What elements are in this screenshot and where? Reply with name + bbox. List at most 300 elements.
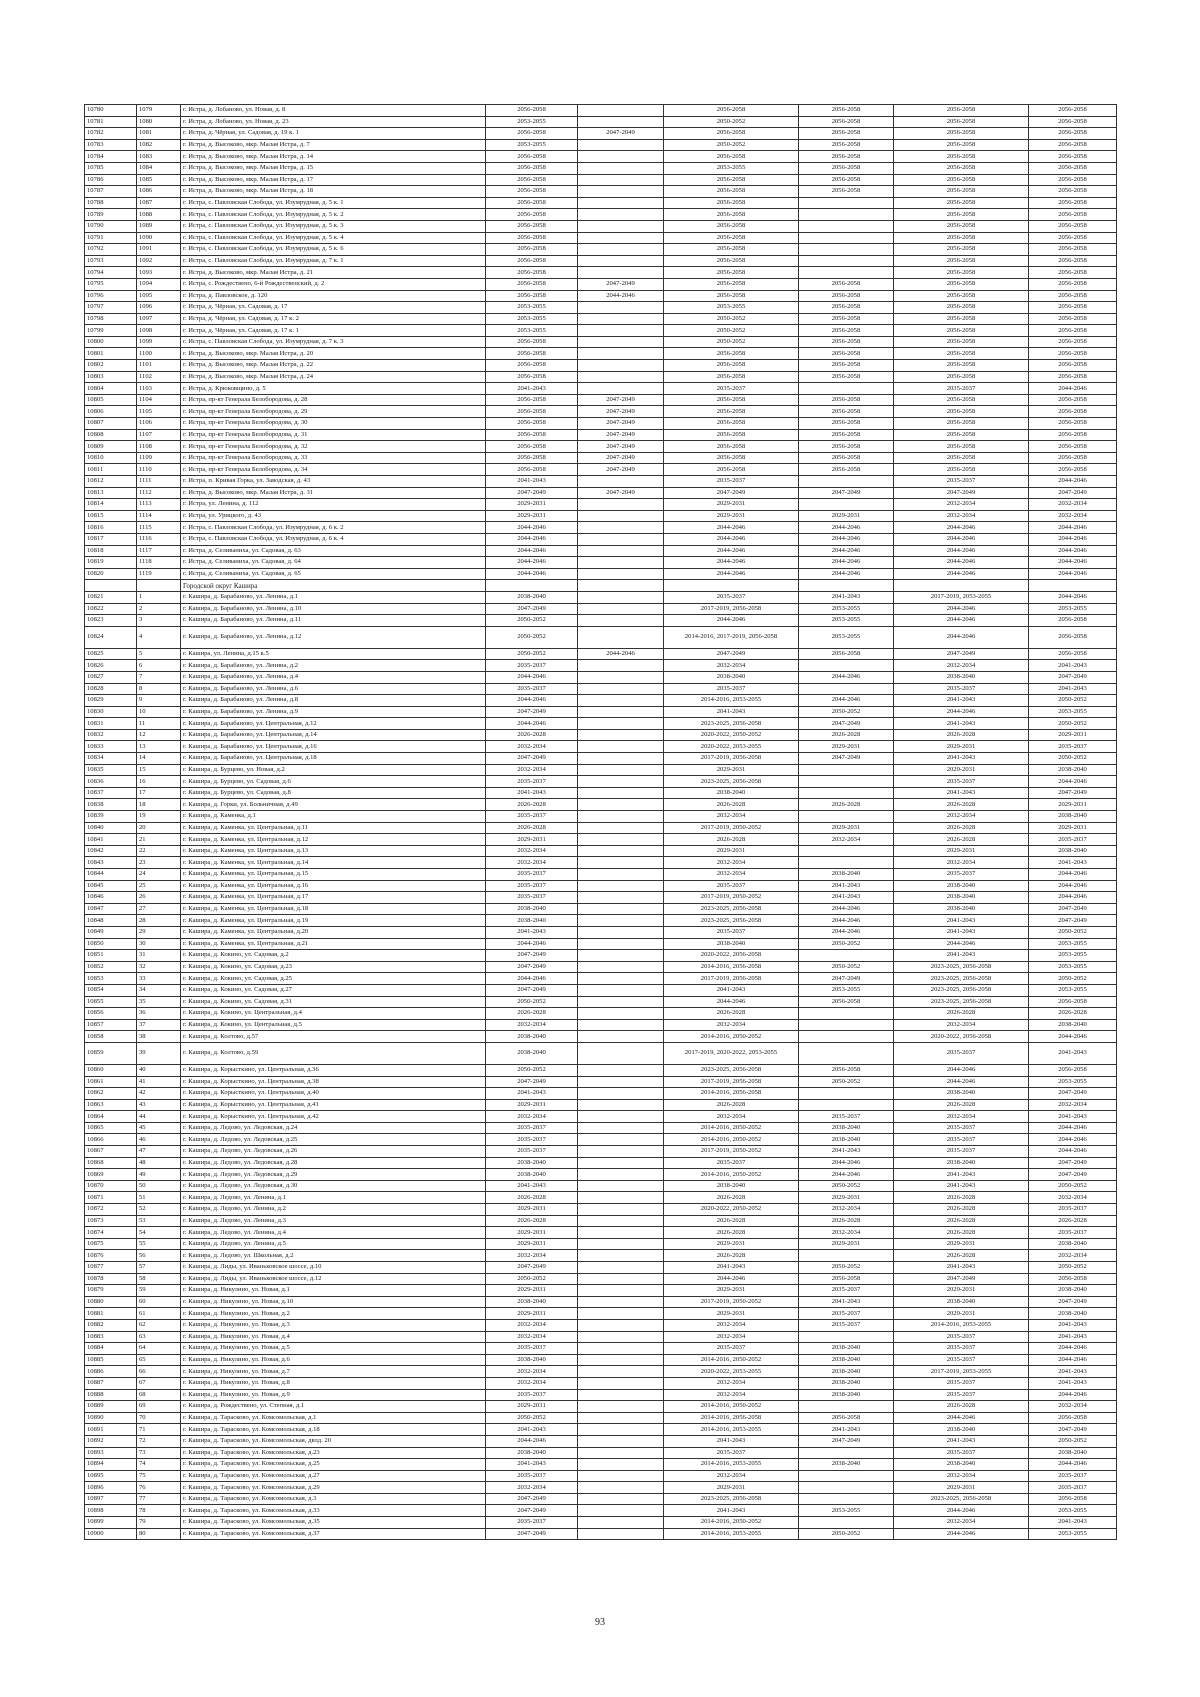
- row-id-cell: 10820: [85, 568, 137, 580]
- table-row: [85, 302, 1117, 314]
- period-cell-3: 2029-2031: [664, 1308, 799, 1320]
- address-cell: г. Кашира, д. Никулино, ул. Новая, д.6: [181, 1354, 486, 1366]
- period-cell-4: 2047-2049: [799, 487, 894, 499]
- period-cell-3: 2032-2034: [664, 1389, 799, 1401]
- period-cell-2: [578, 1354, 664, 1366]
- address-cell: г. Кашира, д. Корысткино, ул. Центральная, д.42: [181, 1111, 486, 1123]
- period-cell-5: 2029-2031: [894, 764, 1029, 776]
- period-cell-2: [578, 568, 664, 580]
- period-cell-3: 2053-2055: [664, 302, 799, 314]
- period-cell-5: 2035-2037: [894, 683, 1029, 695]
- row-id-cell: 10780: [85, 105, 137, 117]
- period-cell-1: 2053-2055: [486, 139, 578, 151]
- period-cell-4: 2053-2055: [799, 603, 894, 615]
- table-row: [85, 1169, 1117, 1181]
- period-cell-5: 2044-2046: [894, 545, 1029, 557]
- row-number-cell: 16: [137, 776, 181, 788]
- row-id-cell: 10864: [85, 1111, 137, 1123]
- period-cell-1: 2032-2034: [486, 1331, 578, 1343]
- period-cell-1: 2044-2046: [486, 718, 578, 730]
- table-row: [85, 476, 1117, 488]
- period-cell-2: [578, 1447, 664, 1459]
- row-id-cell: 10858: [85, 1031, 137, 1043]
- row-number-cell: 52: [137, 1204, 181, 1216]
- period-cell-5: 2026-2028: [894, 1215, 1029, 1227]
- period-cell-2: [578, 336, 664, 348]
- period-cell-2: [578, 1296, 664, 1308]
- period-cell-3: 2014-2016, 2050-2052: [664, 1122, 799, 1134]
- period-cell-4: [799, 232, 894, 244]
- period-cell-5: 2056-2058: [894, 429, 1029, 441]
- address-cell: г. Истра, с. Павловская Слобода, ул. Изумрудная, д. 5 к. 3: [181, 220, 486, 232]
- period-cell-2: 2047-2049: [578, 429, 664, 441]
- period-cell-6: 2056-2058: [1029, 290, 1117, 302]
- period-cell-3: 2014-2016, 2050-2052: [664, 1169, 799, 1181]
- row-id-cell: 10891: [85, 1424, 137, 1436]
- address-cell: г. Кашира, д. Ледово, ул. Ленина, д.3: [181, 1215, 486, 1227]
- period-cell-2: [578, 869, 664, 881]
- period-cell-1: 2029-2031: [486, 499, 578, 511]
- period-cell-4: 2053-2055: [799, 615, 894, 627]
- period-cell-2: [578, 1459, 664, 1471]
- period-cell-1: 2035-2037: [486, 1134, 578, 1146]
- period-cell-6: 2044-2046: [1029, 383, 1117, 395]
- period-cell-4: 2035-2037: [799, 1319, 894, 1331]
- period-cell-3: 2014-2016, 2050-2052: [664, 1031, 799, 1043]
- row-id-cell: 10836: [85, 776, 137, 788]
- row-id-cell: 10816: [85, 522, 137, 534]
- address-cell: г. Кашира, д. Кокино, ул. Садовая, д.27: [181, 984, 486, 996]
- period-cell-3: 2023-2025, 2056-2058: [664, 915, 799, 927]
- period-cell-5: 2032-2034: [894, 1470, 1029, 1482]
- period-cell-2: [578, 1424, 664, 1436]
- period-cell-6: 2056-2058: [1029, 1493, 1117, 1505]
- row-number-cell: 18: [137, 799, 181, 811]
- address-cell: г. Кашира, д. Тарасково, ул. Комсомольская, д.1: [181, 1412, 486, 1424]
- period-cell-2: [578, 811, 664, 823]
- period-cell-6: 2056-2058: [1029, 406, 1117, 418]
- address-cell: г. Кашира, д. Барабаново, ул. Центральная, д.12: [181, 718, 486, 730]
- period-cell-5: 2035-2037: [894, 869, 1029, 881]
- row-number-cell: 24: [137, 869, 181, 881]
- period-cell-3: 2032-2034: [664, 1470, 799, 1482]
- period-cell-4: 2056-2058: [799, 1064, 894, 1076]
- period-cell-1: 2041-2043: [486, 1180, 578, 1192]
- period-cell-2: [578, 232, 664, 244]
- address-cell: г. Истра, д. Селиваниха, ул. Садовая, д. 65: [181, 568, 486, 580]
- period-cell-4: [799, 1493, 894, 1505]
- period-cell-5: 2041-2043: [894, 950, 1029, 962]
- row-number-cell: 20: [137, 822, 181, 834]
- period-cell-4: 2056-2058: [799, 452, 894, 464]
- period-cell-1: 2035-2037: [486, 869, 578, 881]
- row-id-cell: 10841: [85, 834, 137, 846]
- period-cell-4: 2029-2031: [799, 741, 894, 753]
- period-cell-6: 2053-2055: [1029, 1076, 1117, 1088]
- period-cell-4: [799, 787, 894, 799]
- period-cell-5: 2056-2058: [894, 406, 1029, 418]
- period-cell-3: 2056-2058: [664, 348, 799, 360]
- period-cell-2: [578, 671, 664, 683]
- table-row: [85, 660, 1117, 672]
- row-id-cell: 10814: [85, 499, 137, 511]
- period-cell-4: [799, 255, 894, 267]
- period-cell-3: 2023-2025, 2056-2058: [664, 776, 799, 788]
- period-cell-5: 2029-2031: [894, 741, 1029, 753]
- period-cell-4: 2035-2037: [799, 1308, 894, 1320]
- table-row: [85, 845, 1117, 857]
- row-number-cell: 1110: [137, 464, 181, 476]
- address-cell: г. Кашира, д. Тарасково, ул. Комсомольская, д.3: [181, 1493, 486, 1505]
- table-row: [85, 290, 1117, 302]
- row-id-cell: 10838: [85, 799, 137, 811]
- row-number-cell: 28: [137, 915, 181, 927]
- period-cell-6: 2056-2058: [1029, 325, 1117, 337]
- period-cell-6: 2038-2040: [1029, 1285, 1117, 1297]
- period-cell-6: 2047-2049: [1029, 903, 1117, 915]
- row-id-cell: 10805: [85, 394, 137, 406]
- row-number-cell: 10: [137, 706, 181, 718]
- address-cell: г. Кашира, д. Кокино, ул. Садовая, д.23: [181, 961, 486, 973]
- period-cell-5: 2035-2037: [894, 1377, 1029, 1389]
- row-number-cell: 66: [137, 1366, 181, 1378]
- period-cell-4: 2056-2058: [799, 406, 894, 418]
- period-cell-6: 2056-2058: [1029, 452, 1117, 464]
- period-cell-6: 2056-2058: [1029, 996, 1117, 1008]
- period-cell-2: [578, 1192, 664, 1204]
- period-cell-3: 2014-2016, 2056-2058: [664, 1412, 799, 1424]
- period-cell-5: 2056-2058: [894, 360, 1029, 372]
- row-number-cell: 41: [137, 1076, 181, 1088]
- period-cell-1: 2050-2052: [486, 996, 578, 1008]
- row-id-cell: 10880: [85, 1296, 137, 1308]
- period-cell-2: [578, 1122, 664, 1134]
- period-cell-3: 2017-2019, 2050-2052: [664, 892, 799, 904]
- period-cell-1: 2047-2049: [486, 706, 578, 718]
- period-cell-1: 2029-2031: [486, 1401, 578, 1413]
- address-cell: г. Кашира, д. Лиды, ул. Иваньковское шоссе, д.10: [181, 1262, 486, 1274]
- period-cell-4: 2050-2052: [799, 1076, 894, 1088]
- period-cell-4: 2056-2058: [799, 116, 894, 128]
- period-cell-2: [578, 706, 664, 718]
- period-cell-3: 2050-2052: [664, 116, 799, 128]
- period-cell-4: 2038-2040: [799, 1343, 894, 1355]
- period-cell-2: [578, 938, 664, 950]
- period-cell-5: 2023-2025, 2056-2058: [894, 1493, 1029, 1505]
- period-cell-5: 2044-2046: [894, 522, 1029, 534]
- period-cell-1: 2038-2040: [486, 1354, 578, 1366]
- row-id-cell: 10821: [85, 591, 137, 603]
- table-row: [85, 1447, 1117, 1459]
- row-number-cell: 1: [137, 591, 181, 603]
- table-row: [85, 811, 1117, 823]
- row-number-cell: 76: [137, 1482, 181, 1494]
- period-cell-1: 2038-2040: [486, 1031, 578, 1043]
- period-cell-1: 2056-2058: [486, 197, 578, 209]
- period-cell-5: 2038-2040: [894, 1157, 1029, 1169]
- table-row: [85, 441, 1117, 453]
- period-cell-1: 2056-2058: [486, 278, 578, 290]
- period-cell-6: 2056-2058: [1029, 267, 1117, 279]
- row-id-cell: 10899: [85, 1517, 137, 1529]
- period-cell-3: 2047-2049: [664, 487, 799, 499]
- period-cell-2: [578, 1262, 664, 1274]
- table-row: [85, 429, 1117, 441]
- period-cell-4: 2056-2058: [799, 418, 894, 430]
- row-number-cell: 1092: [137, 255, 181, 267]
- period-cell-5: 2035-2037: [894, 1042, 1029, 1064]
- row-id-cell: 10802: [85, 360, 137, 372]
- table-row: [85, 706, 1117, 718]
- period-cell-5: 2056-2058: [894, 139, 1029, 151]
- period-cell-5: 2044-2046: [894, 1076, 1029, 1088]
- table-row: [85, 209, 1117, 221]
- period-cell-6: 2041-2043: [1029, 1377, 1117, 1389]
- address-cell: г. Кашира, д. Барабаново, ул. Ленина, д.8: [181, 695, 486, 707]
- row-id-cell: 10893: [85, 1447, 137, 1459]
- section-header-row: [85, 580, 1117, 592]
- address-cell: г. Кашира, д. Кокино, ул. Садовая, д.31: [181, 996, 486, 1008]
- period-cell-2: [578, 1031, 664, 1043]
- period-cell-2: [578, 1273, 664, 1285]
- period-cell-4: 2056-2058: [799, 174, 894, 186]
- row-number-cell: 1101: [137, 360, 181, 372]
- period-cell-1: 2050-2052: [486, 626, 578, 648]
- table-row: [85, 718, 1117, 730]
- period-cell-4: 2044-2046: [799, 671, 894, 683]
- address-cell: г. Кашира, д. Каменка, ул. Центральная, д.21: [181, 938, 486, 950]
- row-id-cell: 10847: [85, 903, 137, 915]
- period-cell-6: 2041-2043: [1029, 1517, 1117, 1529]
- period-cell-5: 2017-2019, 2053-2055: [894, 1366, 1029, 1378]
- row-id-cell: 10834: [85, 753, 137, 765]
- row-number-cell: 6: [137, 660, 181, 672]
- table-row: [85, 174, 1117, 186]
- address-cell: г. Кашира, д. Корысткино, ул. Центральная, д.38: [181, 1076, 486, 1088]
- period-cell-2: [578, 603, 664, 615]
- period-cell-6: 2038-2040: [1029, 811, 1117, 823]
- period-cell-4: 2050-2052: [799, 706, 894, 718]
- period-cell-4: 2026-2028: [799, 729, 894, 741]
- table-row: [85, 799, 1117, 811]
- row-number-cell: 53: [137, 1215, 181, 1227]
- row-number-cell: 1097: [137, 313, 181, 325]
- period-cell-1: 2044-2046: [486, 568, 578, 580]
- table-row: [85, 1482, 1117, 1494]
- table-row: [85, 1389, 1117, 1401]
- table-row: [85, 903, 1117, 915]
- row-id-cell: 10846: [85, 892, 137, 904]
- row-id-cell: 10792: [85, 244, 137, 256]
- period-cell-3: 2041-2043: [664, 1505, 799, 1517]
- period-cell-4: 2056-2058: [799, 348, 894, 360]
- address-cell: г. Кашира, д. Никулино, ул. Новая, д.1: [181, 1285, 486, 1297]
- period-cell-5: 2026-2028: [894, 1204, 1029, 1216]
- period-cell-3: 2041-2043: [664, 1435, 799, 1447]
- row-number-cell: 31: [137, 950, 181, 962]
- row-number-cell: 79: [137, 1517, 181, 1529]
- period-cell-1: 2035-2037: [486, 1343, 578, 1355]
- period-cell-5: 2056-2058: [894, 290, 1029, 302]
- period-cell-1: 2050-2052: [486, 615, 578, 627]
- period-cell-6: 2050-2052: [1029, 973, 1117, 985]
- row-id-cell: 10810: [85, 452, 137, 464]
- address-cell: г. Истра, д. Высоково, мкр. Малая Истра, д. 31: [181, 487, 486, 499]
- table-row: [85, 1111, 1117, 1123]
- period-cell-2: [578, 1377, 664, 1389]
- period-cell-2: [578, 383, 664, 395]
- period-cell-5: 2056-2058: [894, 325, 1029, 337]
- period-cell-1: 2032-2034: [486, 1111, 578, 1123]
- period-cell-2: [578, 499, 664, 511]
- period-cell-1: 2056-2058: [486, 360, 578, 372]
- period-cell-6: 2038-2040: [1029, 845, 1117, 857]
- period-cell-6: 2056-2058: [1029, 197, 1117, 209]
- row-number-cell: 1088: [137, 209, 181, 221]
- address-cell: г. Кашира, д. Каменка, д.1: [181, 811, 486, 823]
- period-cell-1: 2035-2037: [486, 811, 578, 823]
- row-number-cell: 1080: [137, 116, 181, 128]
- period-cell-5: 2038-2040: [894, 1424, 1029, 1436]
- row-id-cell: 10835: [85, 764, 137, 776]
- address-cell: г. Кашира, д. Каменка, ул. Центральная, д.15: [181, 869, 486, 881]
- period-cell-1: 2032-2034: [486, 1366, 578, 1378]
- period-cell-2: [578, 1088, 664, 1100]
- period-cell-6: 2032-2034: [1029, 1401, 1117, 1413]
- period-cell-6: 2035-2037: [1029, 741, 1117, 753]
- table-row: [85, 857, 1117, 869]
- row-number-cell: 12: [137, 729, 181, 741]
- period-cell-2: [578, 961, 664, 973]
- period-cell-1: 2056-2058: [486, 394, 578, 406]
- period-cell-1: 2029-2031: [486, 1099, 578, 1111]
- row-id-cell: 10843: [85, 857, 137, 869]
- period-cell-2: [578, 845, 664, 857]
- row-number-cell: 1096: [137, 302, 181, 314]
- period-cell-3: 2038-2040: [664, 787, 799, 799]
- period-cell-5: 2032-2034: [894, 811, 1029, 823]
- address-cell: г. Кашира, д. Барабаново, ул. Ленина, д.2: [181, 660, 486, 672]
- period-cell-3: 2041-2043: [664, 706, 799, 718]
- period-cell-1: 2029-2031: [486, 1227, 578, 1239]
- period-cell-3: 2056-2058: [664, 429, 799, 441]
- table-row: [85, 753, 1117, 765]
- period-cell-2: [578, 1435, 664, 1447]
- period-cell-2: [578, 1308, 664, 1320]
- period-cell-1: 2041-2043: [486, 926, 578, 938]
- address-cell: Городской округ Кашира: [181, 580, 486, 592]
- row-id-cell: 10882: [85, 1319, 137, 1331]
- row-id-cell: 10886: [85, 1366, 137, 1378]
- period-cell-2: [578, 510, 664, 522]
- period-cell-6: 2029-2031: [1029, 822, 1117, 834]
- period-cell-2: [578, 209, 664, 221]
- period-cell-2: [578, 834, 664, 846]
- row-number-cell: 1083: [137, 151, 181, 163]
- row-number-cell: 74: [137, 1459, 181, 1471]
- period-cell-3: 2056-2058: [664, 267, 799, 279]
- row-number-cell: 43: [137, 1099, 181, 1111]
- period-cell-1: 2041-2043: [486, 1459, 578, 1471]
- row-number-cell: 1098: [137, 325, 181, 337]
- period-cell-6: 2053-2055: [1029, 950, 1117, 962]
- period-cell-1: 2044-2046: [486, 973, 578, 985]
- table-row: [85, 695, 1117, 707]
- period-cell-2: 2044-2046: [578, 648, 664, 660]
- table-row: [85, 267, 1117, 279]
- table-row: [85, 729, 1117, 741]
- address-cell: г. Кашира, д. Кокино, ул. Садовая, д.2: [181, 950, 486, 962]
- address-cell: г. Кашира, д. Корысткино, ул. Центральная, д.40: [181, 1088, 486, 1100]
- row-number-cell: 67: [137, 1377, 181, 1389]
- period-cell-1: 2056-2058: [486, 162, 578, 174]
- address-cell: г. Кашира, д. Ледово, ул. Ленина, д.4: [181, 1227, 486, 1239]
- row-number-cell: 27: [137, 903, 181, 915]
- table-row: [85, 557, 1117, 569]
- period-cell-3: 2032-2034: [664, 1019, 799, 1031]
- period-cell-6: 2041-2043: [1029, 1111, 1117, 1123]
- row-number-cell: 56: [137, 1250, 181, 1262]
- period-cell-3: 2044-2046: [664, 522, 799, 534]
- period-cell-2: 2047-2049: [578, 487, 664, 499]
- table-row: [85, 1528, 1117, 1540]
- period-cell-3: 2032-2034: [664, 660, 799, 672]
- table-row: [85, 128, 1117, 140]
- table-row: [85, 1122, 1117, 1134]
- period-cell-5: 2044-2046: [894, 1505, 1029, 1517]
- period-cell-2: [578, 1215, 664, 1227]
- period-cell-1: 2053-2055: [486, 313, 578, 325]
- row-id-cell: 10873: [85, 1215, 137, 1227]
- period-cell-6: 2044-2046: [1029, 776, 1117, 788]
- address-cell: г. Кашира, д. Ледово, ул. Школьная, д.2: [181, 1250, 486, 1262]
- period-cell-2: [578, 695, 664, 707]
- period-cell-3: 2014-2016, 2056-2058: [664, 1088, 799, 1100]
- row-number-cell: 1095: [137, 290, 181, 302]
- period-cell-5: 2017-2019, 2053-2055: [894, 591, 1029, 603]
- period-cell-3: 2044-2046: [664, 568, 799, 580]
- period-cell-4: 2050-2052: [799, 1528, 894, 1540]
- period-cell-5: 2041-2043: [894, 787, 1029, 799]
- period-cell-5: 2041-2043: [894, 1169, 1029, 1181]
- period-cell-5: 2032-2034: [894, 1517, 1029, 1529]
- period-cell-2: [578, 1470, 664, 1482]
- row-number-cell: 1084: [137, 162, 181, 174]
- row-id-cell: 10852: [85, 961, 137, 973]
- period-cell-6: 2050-2052: [1029, 1262, 1117, 1274]
- period-cell-4: [799, 244, 894, 256]
- table-row: [85, 1227, 1117, 1239]
- row-number-cell: 1108: [137, 441, 181, 453]
- row-id-cell: 10856: [85, 1008, 137, 1020]
- period-cell-4: 2056-2058: [799, 105, 894, 117]
- address-cell: г. Кашира, д. Ледово, ул. Ленина, д.5: [181, 1238, 486, 1250]
- period-cell-5: 2044-2046: [894, 1064, 1029, 1076]
- period-cell-2: 2047-2049: [578, 406, 664, 418]
- table-row: [85, 186, 1117, 198]
- table-row: [85, 394, 1117, 406]
- row-number-cell: 3: [137, 615, 181, 627]
- period-cell-6: 2056-2058: [1029, 302, 1117, 314]
- row-id-cell: 10830: [85, 706, 137, 718]
- period-cell-6: 2050-2052: [1029, 1180, 1117, 1192]
- row-id-cell: 10897: [85, 1493, 137, 1505]
- period-cell-1: 2044-2046: [486, 545, 578, 557]
- row-id-cell: 10796: [85, 290, 137, 302]
- period-cell-1: 2044-2046: [486, 522, 578, 534]
- period-cell-5: 2035-2037: [894, 1354, 1029, 1366]
- period-cell-1: 2038-2040: [486, 1042, 578, 1064]
